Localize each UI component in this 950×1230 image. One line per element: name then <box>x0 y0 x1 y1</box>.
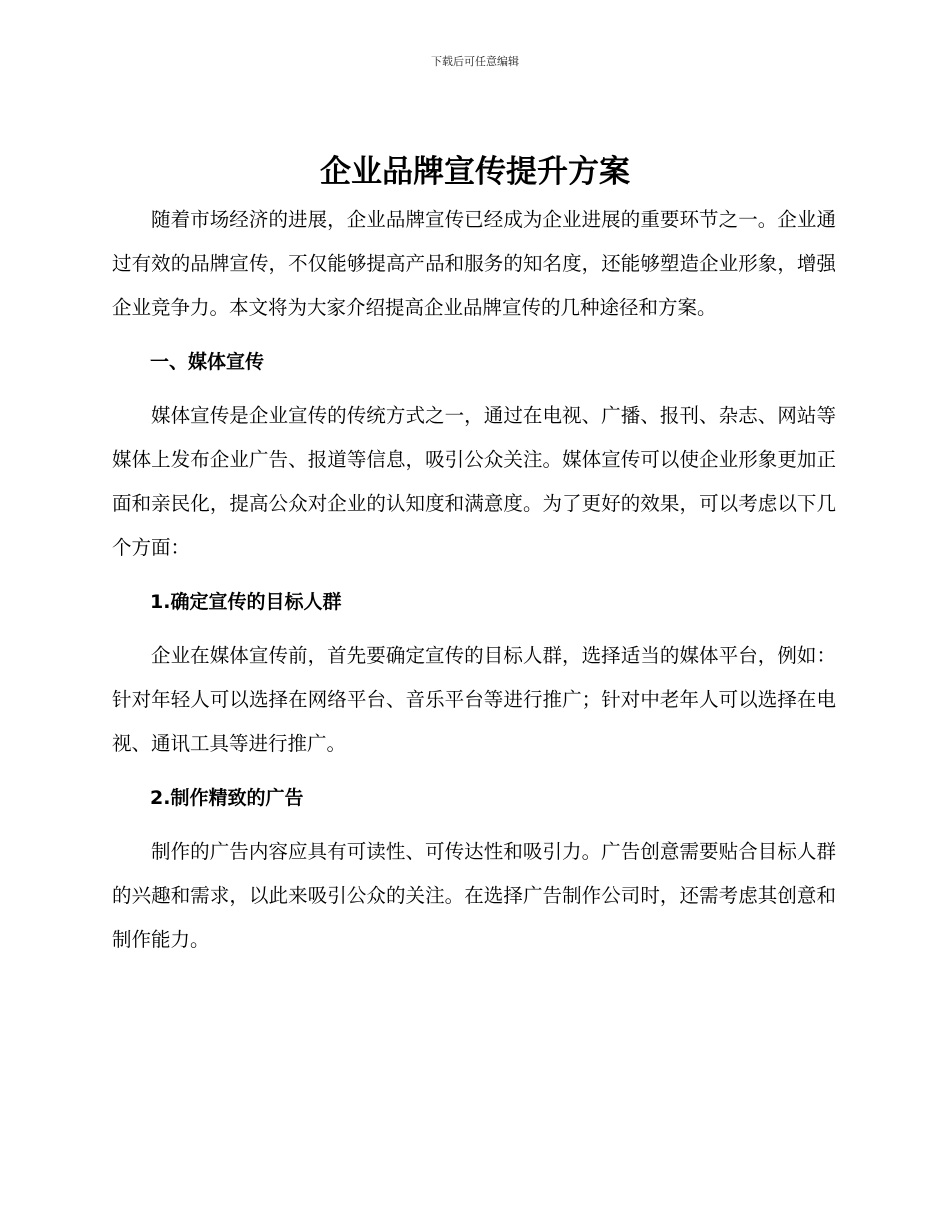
paragraph-target-audience: 企业在媒体宣传前，首先要确定宣传的目标人群，选择适当的媒体平台，例如：针对年轻人可以选择在网络平台、音乐平台等进行推广；针对中老年人可以选择在电视、通讯工具等进行推广。 <box>112 644 836 755</box>
paragraph-ad-production: 制作的广告内容应具有可读性、可传达性和吸引力。广告创意需要贴合目标人群的兴趣和需求，以此来吸引公众的关注。在选择广告制作公司时，还需考虑其创意和制作能力。 <box>112 840 836 951</box>
document-title: 企业品牌宣传提升方案 <box>320 154 630 190</box>
page-header-note: 下载后可任意编辑 <box>431 55 519 68</box>
section-heading-media: 一、媒体宣传 <box>150 351 265 373</box>
subheading-target-audience: 1.确定宣传的目标人群 <box>150 591 342 613</box>
intro-paragraph: 随着市场经济的进展，企业品牌宣传已经成为企业进展的重要环节之一。企业通过有效的品牌宣传，不仅能够提高产品和服务的知名度，还能够塑造企业形象，增强企业竞争力。本文将为大家介绍提高企业品牌宣传的几种途径和方案。 <box>112 208 836 319</box>
subheading-ad-production: 2.制作精致的广告 <box>150 787 304 809</box>
section-paragraph-media: 媒体宣传是企业宣传的传统方式之一，通过在电视、广播、报刊、杂志、网站等媒体上发布企业广告、报道等信息，吸引公众关注。媒体宣传可以使企业形象更加正面和亲民化，提高公众对企业的认知度和满意度。为了更好的效果，可以考虑以下几个方面： <box>112 404 836 559</box>
document-body <box>112 198 836 962</box>
